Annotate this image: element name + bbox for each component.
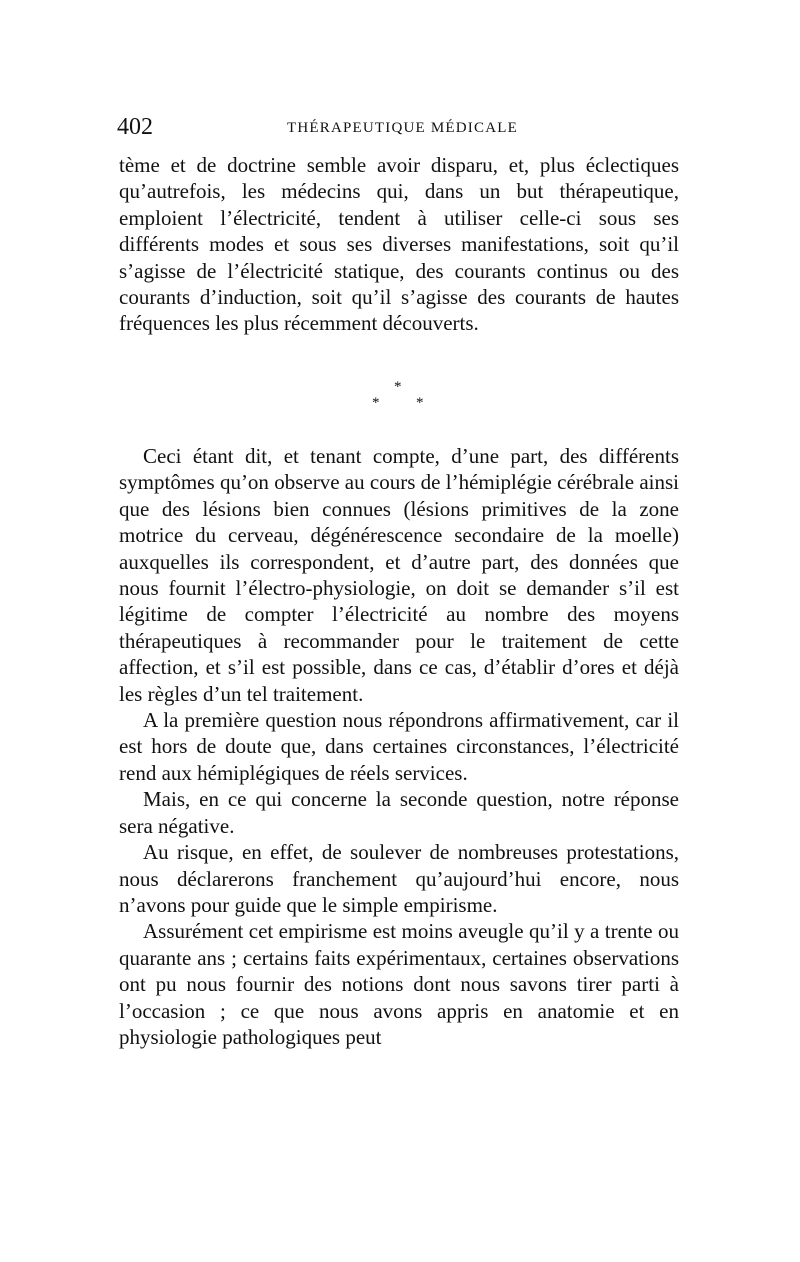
paragraph: Assurément cet empirisme est moins aveugle qu’il y a trente ou quarante ans ; certains faits expérimentaux, certaines observations ont pu nous fournir des notions dont nous savons tirer parti à l’occasion ; ce que nous avons appris en anatomie et en physiologie pathologiques peut [119,919,679,1049]
paragraph: A la première question nous répondrons affirmativement, car il est hors de doute que, dans certaines circonstances, l’électricité rend aux hémiplégiques de réels services. [119,708,679,785]
text-block-main [119,443,679,1050]
section-separator [368,380,434,412]
text-block-top [119,152,679,337]
running-head [117,112,681,142]
paragraph: Mais, en ce qui concerne la seconde question, notre réponse sera négative. [119,787,679,838]
paragraph-continuation: tème et de doctrine semble avoir disparu, et, plus éclectiques qu’autrefois, les médecins qui, dans un but thérapeutique, emploient l’électricité, tendent à utiliser celle-ci sous ses différents modes et sous ses diverses manifestations, soit qu’il s’agisse de l’électricité statique, des courants continus ou des courants d’induction, soit qu’il s’agisse des courants de hautes fréquences les plus récemment découverts. [119,153,679,336]
asterism-star: * [372,395,380,411]
paragraph: Au risque, en effet, de soulever de nombreuses protestations, nous déclarerons franchement qu’aujourd’hui encore, nous n’avons pour guide que le simple empirisme. [119,840,679,917]
asterism-star: * [394,379,402,395]
paragraph: Ceci étant dit, et tenant compte, d’une part, des différents symptômes qu’on observe au cours de l’hémiplégie cérébrale ainsi que des lésions bien connues (lésions primitives de la zone motrice du cerveau, dégénérescence secondaire de la moelle) auxquelles ils correspondent, et d’autre part, des données que nous fournit l’électro-physiologie, on doit se demander s’il est légitime de compter l’électricité au nombre des moyens thérapeutiques à recommander pour le traitement de cette affection, et s’il est possible, dans ce cas, d’établir d’ores et déjà les règles d’un tel traitement. [119,444,679,706]
asterism-star: * [416,395,424,411]
page-number: 402 [117,114,153,140]
running-title: THÉRAPEUTIQUE MÉDICALE [287,120,518,136]
